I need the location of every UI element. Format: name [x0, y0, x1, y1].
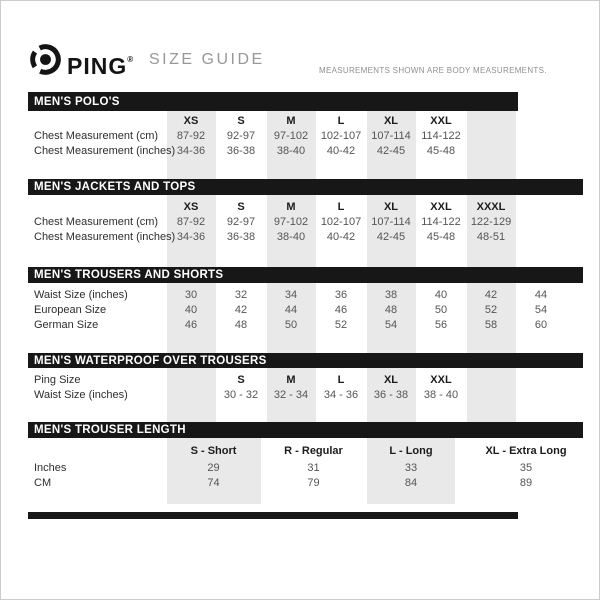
size-cell: 32 - 34	[273, 389, 309, 401]
table-row	[1, 230, 600, 245]
size-cell: 32	[234, 289, 248, 301]
section-title: MEN'S TROUSER LENGTH	[34, 424, 186, 436]
size-column-header: XXXL	[476, 201, 506, 213]
size-cell: 42-45	[376, 145, 406, 157]
size-column-header: XL	[383, 374, 399, 386]
brand-wordmark	[67, 45, 133, 81]
size-cell: 50	[284, 319, 298, 331]
registered-mark: ®	[127, 55, 134, 64]
bottom-closing-bar	[28, 512, 518, 519]
size-cell: 89	[519, 477, 533, 489]
table-row	[1, 476, 600, 491]
size-column-header: M	[286, 374, 296, 386]
page-title: SIZE GUIDE	[149, 51, 265, 68]
size-cell: 54	[534, 304, 548, 316]
size-column-header: L	[337, 374, 345, 386]
section-header-bar	[28, 179, 583, 195]
size-cell: 29	[207, 462, 220, 474]
section-title: MEN'S WATERPROOF OVER TROUSERS	[34, 354, 267, 367]
row-label: European Size	[34, 304, 107, 316]
row-label: Waist Size (inches)	[34, 389, 128, 401]
size-cell: 107-114	[371, 130, 411, 142]
size-cell: 74	[207, 477, 220, 489]
size-column-header: XL	[383, 201, 399, 213]
size-cell: 36-38	[226, 231, 256, 243]
size-cell: 40	[184, 304, 198, 316]
section-header-bar	[28, 353, 583, 368]
size-header-row	[1, 444, 600, 459]
row-label: German Size	[34, 319, 99, 331]
size-cell: 38 - 40	[423, 389, 459, 401]
row-label: Chest Measurement (cm)	[34, 216, 159, 228]
size-column-header: L	[337, 115, 345, 127]
size-column-header: XXL	[430, 201, 452, 213]
size-column-header: M	[286, 201, 296, 213]
size-cell: 92-97	[226, 130, 256, 142]
size-column-header: M	[286, 115, 296, 127]
size-cell: 33	[404, 462, 418, 474]
row-label: Ping Size	[34, 374, 81, 386]
size-cell: 122-129	[470, 216, 512, 228]
size-cell: 48-51	[476, 231, 506, 243]
size-cell: 84	[404, 477, 418, 489]
section-header-bar	[28, 267, 583, 283]
size-column-header: L	[337, 201, 345, 213]
section-table	[1, 438, 600, 504]
table-row	[1, 303, 600, 318]
size-column-header: XL - Extra Long	[485, 445, 567, 457]
section-header-bar	[28, 422, 583, 438]
ping-logo-icon	[29, 43, 62, 76]
size-column-header: S	[237, 201, 245, 213]
size-cell: 36-38	[226, 145, 256, 157]
row-label: Inches	[34, 462, 67, 474]
size-cell: 46	[184, 319, 198, 331]
size-cell: 50	[434, 304, 448, 316]
size-cell: 38-40	[276, 145, 306, 157]
size-cell: 107-114	[371, 216, 411, 228]
size-column-header: S	[237, 115, 245, 127]
size-cell: 114-122	[421, 216, 461, 228]
size-cell: 102-107	[320, 130, 362, 142]
size-cell: 42	[234, 304, 248, 316]
size-cell: 34-36	[176, 231, 206, 243]
measurements-note: MEASUREMENTS SHOWN ARE BODY MEASUREMENTS.	[319, 66, 547, 75]
size-cell: 34 - 36	[323, 389, 359, 401]
size-cell: 38-40	[276, 231, 306, 243]
size-cell: 114-122	[421, 130, 461, 142]
size-cell: 38	[384, 289, 398, 301]
size-cell: 56	[434, 319, 448, 331]
size-cell: 87-92	[176, 216, 206, 228]
size-header-row	[1, 200, 600, 215]
size-cell: 45-48	[426, 145, 456, 157]
row-label: Chest Measurement (cm)	[34, 130, 159, 142]
row-label: Chest Measurement (inches)	[34, 145, 176, 157]
size-cell: 35	[519, 462, 533, 474]
table-row	[1, 461, 600, 476]
section-table	[1, 195, 600, 267]
size-cell: 42	[484, 289, 498, 301]
section-table	[1, 111, 600, 179]
table-row	[1, 129, 600, 144]
size-cell: 45-48	[426, 231, 456, 243]
size-cell: 48	[384, 304, 398, 316]
section-table	[1, 283, 600, 353]
row-label: Chest Measurement (inches)	[34, 231, 176, 243]
size-cell: 87-92	[176, 130, 206, 142]
size-cell: 102-107	[320, 216, 362, 228]
brand-text: PING	[67, 53, 128, 79]
size-header-row	[1, 373, 600, 388]
size-cell: 54	[384, 319, 398, 331]
section-title: MEN'S POLO'S	[34, 95, 120, 108]
size-column-header: XL	[383, 115, 399, 127]
size-column-header: L - Long	[389, 445, 433, 457]
size-cell: 34	[284, 289, 298, 301]
size-cell: 44	[534, 289, 548, 301]
size-cell: 30	[184, 289, 198, 301]
section-header-bar	[28, 92, 518, 111]
section-title: MEN'S JACKETS AND TOPS	[34, 181, 196, 193]
size-cell: 31	[307, 462, 320, 474]
row-label: Waist Size (inches)	[34, 289, 128, 301]
size-cell: 97-102	[273, 216, 309, 228]
table-row	[1, 215, 600, 230]
row-label: CM	[34, 477, 52, 489]
size-column-header: XS	[183, 115, 199, 127]
table-row	[1, 288, 600, 303]
size-cell: 46	[334, 304, 348, 316]
table-row	[1, 144, 600, 159]
size-column-header: S - Short	[190, 445, 237, 457]
size-column-header: R - Regular	[284, 445, 343, 457]
table-row	[1, 388, 600, 403]
size-cell: 40-42	[326, 231, 356, 243]
size-cell: 34-36	[176, 145, 206, 157]
size-column-header: S	[237, 374, 245, 386]
size-cell: 92-97	[226, 216, 256, 228]
size-cell: 52	[484, 304, 498, 316]
size-cell: 97-102	[273, 130, 309, 142]
size-cell: 44	[284, 304, 298, 316]
table-row	[1, 318, 600, 333]
size-cell: 58	[484, 319, 498, 331]
size-column-header: XXL	[430, 374, 452, 386]
section-title: MEN'S TROUSERS AND SHORTS	[34, 269, 224, 281]
size-cell: 48	[234, 319, 248, 331]
size-cell: 36	[334, 289, 348, 301]
size-cell: 40	[434, 289, 448, 301]
size-cell: 42-45	[376, 231, 406, 243]
size-cell: 79	[307, 477, 320, 489]
section-table	[1, 368, 600, 422]
size-column-header: XS	[183, 201, 199, 213]
size-cell: 40-42	[326, 145, 356, 157]
size-cell: 52	[334, 319, 348, 331]
size-cell: 30 - 32	[223, 389, 259, 401]
size-column-header: XXL	[430, 115, 452, 127]
size-cell: 60	[534, 319, 548, 331]
size-cell: 36 - 38	[373, 389, 409, 401]
size-header-row	[1, 114, 600, 129]
